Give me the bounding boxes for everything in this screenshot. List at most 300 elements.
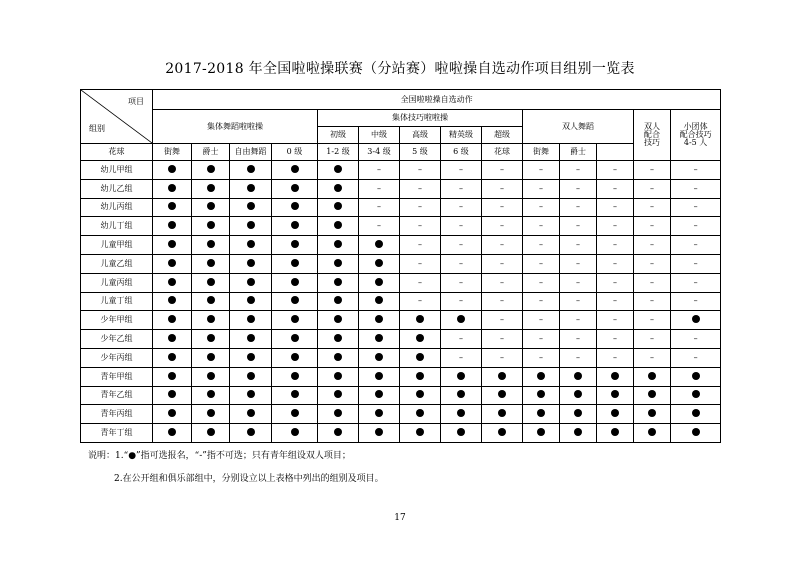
dash-mark: – bbox=[613, 315, 617, 325]
filled-dot-icon bbox=[375, 372, 383, 380]
unavailable-cell bbox=[634, 217, 671, 236]
dash-mark: – bbox=[693, 258, 698, 268]
filled-dot-icon bbox=[375, 334, 383, 342]
unavailable-cell bbox=[560, 236, 597, 255]
filled-dot-icon bbox=[291, 409, 299, 417]
filled-dot-icon bbox=[457, 428, 465, 436]
dance-item-header: 自由舞蹈 bbox=[230, 144, 272, 161]
available-cell bbox=[272, 179, 318, 198]
available-cell bbox=[441, 386, 482, 405]
small-group-line-3: 4-5 人 bbox=[683, 138, 708, 147]
filled-dot-icon bbox=[207, 315, 215, 323]
unavailable-cell bbox=[441, 254, 482, 273]
dash-mark: – bbox=[576, 164, 580, 174]
filled-dot-icon bbox=[247, 165, 255, 173]
page-number: 17 bbox=[394, 513, 406, 523]
available-cell bbox=[153, 330, 192, 349]
filled-dot-icon bbox=[247, 278, 255, 286]
filled-dot-icon bbox=[416, 353, 424, 361]
filled-dot-icon bbox=[168, 240, 176, 248]
filled-dot-icon bbox=[207, 390, 215, 398]
level-header: 中级 bbox=[359, 127, 400, 144]
pair-item-header: 街舞 bbox=[523, 144, 560, 161]
filled-dot-icon bbox=[168, 259, 176, 267]
available-cell bbox=[318, 348, 359, 367]
available-cell bbox=[272, 161, 318, 180]
available-cell bbox=[192, 236, 230, 255]
table-row bbox=[81, 292, 721, 311]
available-cell bbox=[400, 348, 441, 367]
note-line-1: 说明：1.“●”指可选报名，“-”指不可选；只有青年组设双人项目； bbox=[88, 451, 351, 461]
small-group-header bbox=[671, 110, 721, 161]
filled-dot-icon bbox=[247, 259, 255, 267]
filled-dot-icon bbox=[416, 428, 424, 436]
unavailable-cell bbox=[441, 348, 482, 367]
level-header: 初级 bbox=[318, 127, 359, 144]
available-cell bbox=[359, 405, 400, 424]
dash-mark: – bbox=[500, 183, 504, 193]
dash-mark: – bbox=[613, 183, 617, 193]
available-cell bbox=[318, 236, 359, 255]
unavailable-cell bbox=[671, 330, 721, 349]
filled-dot-icon bbox=[247, 221, 255, 229]
available-cell bbox=[230, 198, 272, 217]
level-number-header: 6 级 bbox=[441, 144, 482, 161]
dash-mark: – bbox=[693, 296, 698, 306]
unavailable-cell bbox=[671, 292, 721, 311]
dash-mark: – bbox=[539, 296, 543, 306]
available-cell bbox=[318, 405, 359, 424]
filled-dot-icon bbox=[168, 184, 176, 192]
unavailable-cell bbox=[634, 198, 671, 217]
corner-group-label: 组别 bbox=[89, 124, 105, 133]
filled-dot-icon bbox=[334, 296, 342, 304]
available-cell bbox=[153, 217, 192, 236]
unavailable-cell bbox=[671, 161, 721, 180]
available-cell bbox=[230, 311, 272, 330]
unavailable-cell bbox=[597, 179, 634, 198]
available-cell bbox=[671, 405, 721, 424]
unavailable-cell bbox=[560, 311, 597, 330]
filled-dot-icon bbox=[648, 428, 656, 436]
unavailable-cell bbox=[634, 179, 671, 198]
dash-mark: – bbox=[539, 183, 543, 193]
filled-dot-icon bbox=[247, 428, 255, 436]
dash-mark: – bbox=[377, 221, 381, 231]
filled-dot-icon bbox=[247, 296, 255, 304]
dash-mark: – bbox=[418, 183, 422, 193]
unavailable-cell bbox=[441, 198, 482, 217]
dash-mark: – bbox=[539, 315, 543, 325]
available-cell bbox=[318, 254, 359, 273]
table-row bbox=[81, 386, 721, 405]
filled-dot-icon bbox=[334, 184, 342, 192]
available-cell bbox=[272, 217, 318, 236]
unavailable-cell bbox=[482, 179, 523, 198]
pair-skill-line-3: 技巧 bbox=[644, 138, 660, 147]
unavailable-cell bbox=[597, 292, 634, 311]
available-cell bbox=[634, 424, 671, 443]
dash-mark: – bbox=[377, 164, 381, 174]
available-cell bbox=[272, 424, 318, 443]
dash-mark: – bbox=[539, 221, 543, 231]
table-row bbox=[81, 179, 721, 198]
table-row bbox=[81, 330, 721, 349]
filled-dot-icon bbox=[207, 428, 215, 436]
available-cell bbox=[359, 424, 400, 443]
unavailable-cell bbox=[597, 254, 634, 273]
dash-mark: – bbox=[576, 334, 580, 344]
unavailable-cell bbox=[597, 348, 634, 367]
filled-dot-icon bbox=[247, 334, 255, 342]
available-cell bbox=[441, 311, 482, 330]
dash-mark: – bbox=[693, 352, 698, 362]
filled-dot-icon bbox=[291, 165, 299, 173]
unavailable-cell bbox=[560, 179, 597, 198]
filled-dot-icon bbox=[574, 390, 582, 398]
available-cell bbox=[272, 198, 318, 217]
level-number-header: 1-2 级 bbox=[318, 144, 359, 161]
available-cell bbox=[192, 386, 230, 405]
group-name-cell: 幼儿丁组 bbox=[81, 217, 153, 236]
level-number-header: 5 级 bbox=[400, 144, 441, 161]
unavailable-cell bbox=[634, 348, 671, 367]
unavailable-cell bbox=[400, 198, 441, 217]
dash-mark: – bbox=[693, 183, 698, 193]
filled-dot-icon bbox=[375, 390, 383, 398]
available-cell bbox=[359, 386, 400, 405]
dash-mark: – bbox=[576, 183, 580, 193]
unavailable-cell bbox=[523, 292, 560, 311]
unavailable-cell bbox=[671, 217, 721, 236]
dash-mark: – bbox=[576, 277, 580, 287]
unavailable-cell bbox=[441, 330, 482, 349]
available-cell bbox=[560, 367, 597, 386]
available-cell bbox=[153, 254, 192, 273]
filled-dot-icon bbox=[457, 315, 465, 323]
available-cell bbox=[560, 405, 597, 424]
available-cell bbox=[272, 405, 318, 424]
filled-dot-icon bbox=[375, 296, 383, 304]
available-cell bbox=[634, 405, 671, 424]
unavailable-cell bbox=[482, 292, 523, 311]
dash-mark: – bbox=[693, 334, 698, 344]
filled-dot-icon bbox=[498, 372, 506, 380]
dash-mark: – bbox=[693, 240, 698, 250]
filled-dot-icon bbox=[291, 221, 299, 229]
filled-dot-icon bbox=[168, 221, 176, 229]
unavailable-cell bbox=[441, 161, 482, 180]
table-row bbox=[81, 254, 721, 273]
filled-dot-icon bbox=[291, 315, 299, 323]
available-cell bbox=[230, 424, 272, 443]
note-line-2: 2.在公开组和俱乐部组中，分别设立以上表格中列出的组别及项目。 bbox=[114, 474, 384, 484]
event-group-table bbox=[80, 89, 721, 443]
available-cell bbox=[230, 386, 272, 405]
available-cell bbox=[400, 367, 441, 386]
dash-mark: – bbox=[500, 221, 504, 231]
unavailable-cell bbox=[523, 348, 560, 367]
filled-dot-icon bbox=[334, 334, 342, 342]
unavailable-cell bbox=[359, 198, 400, 217]
dash-mark: – bbox=[500, 352, 504, 362]
unavailable-cell bbox=[441, 236, 482, 255]
dash-mark: – bbox=[500, 296, 504, 306]
group-name-cell: 少年乙组 bbox=[81, 330, 153, 349]
unavailable-cell bbox=[671, 198, 721, 217]
unavailable-cell bbox=[523, 273, 560, 292]
available-cell bbox=[482, 386, 523, 405]
dash-mark: – bbox=[539, 164, 543, 174]
available-cell bbox=[441, 424, 482, 443]
available-cell bbox=[272, 236, 318, 255]
filled-dot-icon bbox=[498, 409, 506, 417]
dash-mark: – bbox=[650, 277, 654, 287]
filled-dot-icon bbox=[291, 296, 299, 304]
dash-mark: – bbox=[418, 202, 422, 212]
available-cell bbox=[482, 424, 523, 443]
unavailable-cell bbox=[441, 179, 482, 198]
unavailable-cell bbox=[523, 161, 560, 180]
unavailable-cell bbox=[359, 179, 400, 198]
dash-mark: – bbox=[650, 258, 654, 268]
filled-dot-icon bbox=[168, 315, 176, 323]
available-cell bbox=[230, 254, 272, 273]
dance-category-header: 集体舞蹈啦啦操 bbox=[153, 110, 318, 144]
dash-mark: – bbox=[418, 296, 422, 306]
unavailable-cell bbox=[634, 311, 671, 330]
available-cell bbox=[359, 330, 400, 349]
dash-mark: – bbox=[650, 202, 654, 212]
dash-mark: – bbox=[500, 334, 504, 344]
available-cell bbox=[318, 198, 359, 217]
available-cell bbox=[153, 273, 192, 292]
dance-item-header: 爵士 bbox=[192, 144, 230, 161]
unavailable-cell bbox=[634, 330, 671, 349]
available-cell bbox=[482, 405, 523, 424]
table-row bbox=[81, 236, 721, 255]
unavailable-cell bbox=[560, 161, 597, 180]
available-cell bbox=[318, 367, 359, 386]
filled-dot-icon bbox=[574, 372, 582, 380]
dash-mark: – bbox=[500, 258, 504, 268]
available-cell bbox=[272, 254, 318, 273]
dash-mark: – bbox=[650, 240, 654, 250]
unavailable-cell bbox=[482, 236, 523, 255]
filled-dot-icon bbox=[334, 315, 342, 323]
unavailable-cell bbox=[560, 254, 597, 273]
unavailable-cell bbox=[597, 217, 634, 236]
dash-mark: – bbox=[650, 221, 654, 231]
available-cell bbox=[671, 386, 721, 405]
filled-dot-icon bbox=[207, 334, 215, 342]
filled-dot-icon bbox=[334, 240, 342, 248]
dash-mark: – bbox=[418, 240, 422, 250]
available-cell bbox=[230, 405, 272, 424]
available-cell bbox=[192, 311, 230, 330]
filled-dot-icon bbox=[537, 428, 545, 436]
dash-mark: – bbox=[650, 164, 654, 174]
filled-dot-icon bbox=[375, 315, 383, 323]
available-cell bbox=[400, 386, 441, 405]
dash-mark: – bbox=[500, 277, 504, 287]
available-cell bbox=[272, 311, 318, 330]
available-cell bbox=[230, 292, 272, 311]
available-cell bbox=[192, 405, 230, 424]
filled-dot-icon bbox=[207, 409, 215, 417]
filled-dot-icon bbox=[291, 334, 299, 342]
unavailable-cell bbox=[560, 348, 597, 367]
dash-mark: – bbox=[576, 202, 580, 212]
available-cell bbox=[230, 273, 272, 292]
level-number-header: 3-4 级 bbox=[359, 144, 400, 161]
filled-dot-icon bbox=[168, 296, 176, 304]
dash-mark: – bbox=[613, 164, 617, 174]
available-cell bbox=[272, 292, 318, 311]
filled-dot-icon bbox=[375, 353, 383, 361]
available-cell bbox=[671, 311, 721, 330]
filled-dot-icon bbox=[334, 353, 342, 361]
group-name-cell: 青年甲组 bbox=[81, 367, 153, 386]
dash-mark: – bbox=[500, 164, 504, 174]
available-cell bbox=[359, 254, 400, 273]
filled-dot-icon bbox=[247, 315, 255, 323]
filled-dot-icon bbox=[207, 221, 215, 229]
group-name-cell: 少年甲组 bbox=[81, 311, 153, 330]
available-cell bbox=[230, 348, 272, 367]
filled-dot-icon bbox=[291, 390, 299, 398]
table-row bbox=[81, 198, 721, 217]
unavailable-cell bbox=[597, 161, 634, 180]
dash-mark: – bbox=[539, 202, 543, 212]
level-header: 超级 bbox=[482, 127, 523, 144]
filled-dot-icon bbox=[168, 353, 176, 361]
available-cell bbox=[359, 367, 400, 386]
unavailable-cell bbox=[634, 273, 671, 292]
filled-dot-icon bbox=[207, 184, 215, 192]
available-cell bbox=[230, 161, 272, 180]
available-cell bbox=[400, 424, 441, 443]
available-cell bbox=[192, 179, 230, 198]
dash-mark: – bbox=[613, 221, 617, 231]
available-cell bbox=[153, 292, 192, 311]
filled-dot-icon bbox=[207, 165, 215, 173]
dash-mark: – bbox=[613, 277, 617, 287]
filled-dot-icon bbox=[457, 390, 465, 398]
filled-dot-icon bbox=[611, 390, 619, 398]
filled-dot-icon bbox=[168, 165, 176, 173]
available-cell bbox=[192, 198, 230, 217]
corner-item-label: 项目 bbox=[128, 97, 144, 106]
available-cell bbox=[597, 405, 634, 424]
available-cell bbox=[230, 330, 272, 349]
available-cell bbox=[272, 386, 318, 405]
unavailable-cell bbox=[400, 273, 441, 292]
dash-mark: – bbox=[576, 240, 580, 250]
available-cell bbox=[482, 367, 523, 386]
available-cell bbox=[192, 217, 230, 236]
dash-mark: – bbox=[418, 258, 422, 268]
filled-dot-icon bbox=[247, 184, 255, 192]
unavailable-cell bbox=[671, 348, 721, 367]
available-cell bbox=[272, 273, 318, 292]
unavailable-cell bbox=[560, 292, 597, 311]
filled-dot-icon bbox=[207, 278, 215, 286]
available-cell bbox=[230, 367, 272, 386]
filled-dot-icon bbox=[416, 390, 424, 398]
pair-category-header: 双人舞蹈 bbox=[523, 110, 634, 144]
dash-mark: – bbox=[418, 221, 422, 231]
pair-skill-header bbox=[634, 110, 671, 161]
available-cell bbox=[523, 405, 560, 424]
unavailable-cell bbox=[523, 330, 560, 349]
available-cell bbox=[400, 311, 441, 330]
available-cell bbox=[230, 217, 272, 236]
available-cell bbox=[272, 330, 318, 349]
available-cell bbox=[359, 273, 400, 292]
filled-dot-icon bbox=[334, 409, 342, 417]
dash-mark: – bbox=[459, 164, 463, 174]
dash-mark: – bbox=[459, 221, 463, 231]
available-cell bbox=[318, 386, 359, 405]
unavailable-cell bbox=[482, 198, 523, 217]
unavailable-cell bbox=[671, 273, 721, 292]
available-cell bbox=[359, 311, 400, 330]
unavailable-cell bbox=[597, 330, 634, 349]
small-group-line-2: 配合技巧 bbox=[679, 130, 712, 139]
available-cell bbox=[192, 348, 230, 367]
group-name-cell: 儿童丙组 bbox=[81, 273, 153, 292]
available-cell bbox=[523, 367, 560, 386]
group-name-cell: 青年丁组 bbox=[81, 424, 153, 443]
unavailable-cell bbox=[671, 254, 721, 273]
filled-dot-icon bbox=[334, 202, 342, 210]
unavailable-cell bbox=[597, 198, 634, 217]
filled-dot-icon bbox=[291, 278, 299, 286]
filled-dot-icon bbox=[648, 409, 656, 417]
unavailable-cell bbox=[671, 179, 721, 198]
unavailable-cell bbox=[359, 161, 400, 180]
unavailable-cell bbox=[597, 311, 634, 330]
unavailable-cell bbox=[523, 179, 560, 198]
main-category-header: 全国啦啦操自选动作 bbox=[153, 90, 721, 110]
filled-dot-icon bbox=[168, 372, 176, 380]
dash-mark: – bbox=[693, 202, 698, 212]
unavailable-cell bbox=[482, 330, 523, 349]
available-cell bbox=[359, 348, 400, 367]
dash-mark: – bbox=[613, 202, 617, 212]
available-cell bbox=[359, 292, 400, 311]
unavailable-cell bbox=[400, 161, 441, 180]
filled-dot-icon bbox=[692, 315, 700, 323]
table-row bbox=[81, 367, 721, 386]
group-name-cell: 儿童甲组 bbox=[81, 236, 153, 255]
filled-dot-icon bbox=[207, 372, 215, 380]
table-row bbox=[81, 161, 721, 180]
dash-mark: – bbox=[576, 296, 580, 306]
dash-mark: – bbox=[539, 240, 543, 250]
filled-dot-icon bbox=[692, 409, 700, 417]
filled-dot-icon bbox=[291, 202, 299, 210]
filled-dot-icon bbox=[168, 409, 176, 417]
filled-dot-icon bbox=[207, 259, 215, 267]
group-name-cell: 幼儿甲组 bbox=[81, 161, 153, 180]
available-cell bbox=[318, 311, 359, 330]
level-header: 精英级 bbox=[441, 127, 482, 144]
filled-dot-icon bbox=[291, 240, 299, 248]
dash-mark: – bbox=[418, 164, 422, 174]
available-cell bbox=[400, 330, 441, 349]
